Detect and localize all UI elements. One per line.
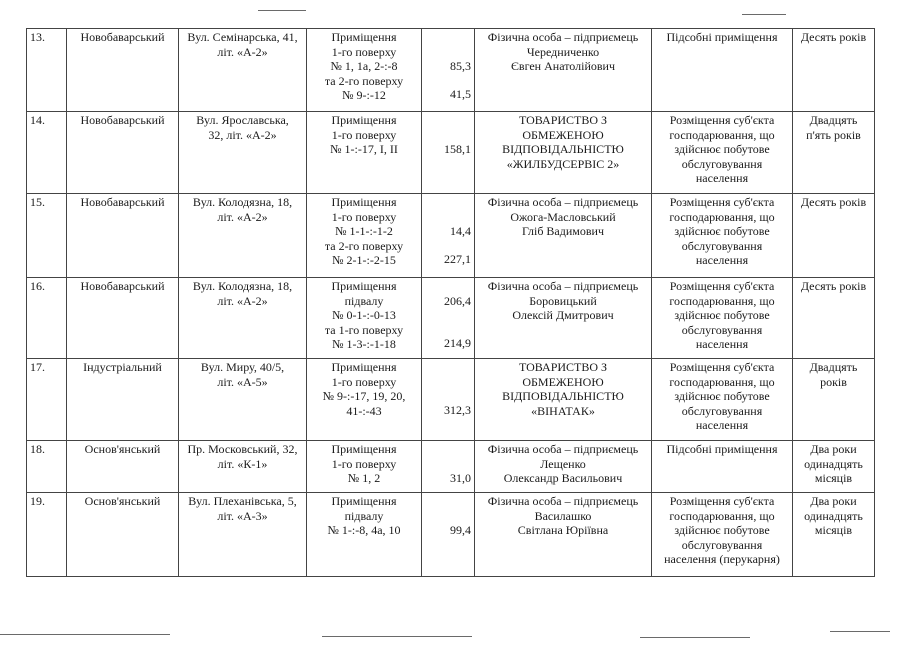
area-value: 85,3 xyxy=(450,59,471,73)
tenant-cell-line: ОБМЕЖЕНОЮ xyxy=(522,374,604,389)
address-cell-line: Вул. Колодязна, 18, xyxy=(192,195,293,209)
area-value: 214,9 xyxy=(444,336,471,350)
purpose-cell-line: Підсобні приміщення xyxy=(666,30,778,44)
term-cell xyxy=(793,29,875,112)
tenant-cell-line: «ВІНАТАК» xyxy=(531,403,595,418)
address-cell-line: Вул. Ярославська, xyxy=(196,113,289,127)
premises-cell-line: № 2-1-:-2-15 xyxy=(332,253,396,267)
premises-cell-line: № 1-:-17, I, II xyxy=(330,142,398,156)
premises-cell-line: № 1-1-:-1-2 xyxy=(335,224,393,238)
premises-cell-line: Приміщення xyxy=(331,113,397,127)
table-row xyxy=(27,493,875,577)
address-cell-line: Вул. Семінарська, 41, xyxy=(187,30,298,44)
premises-cell-line: Приміщення xyxy=(331,195,397,209)
lease-registry-table xyxy=(26,28,875,577)
row-number: 14. xyxy=(27,112,67,194)
tenant-cell xyxy=(475,493,652,577)
address-cell-line: літ. «А-2» xyxy=(217,293,268,308)
address-cell xyxy=(179,29,307,112)
tenant-cell-line: Євген Анатолійович xyxy=(511,59,615,73)
premises-cell-line: Приміщення xyxy=(331,442,397,456)
term-cell-line: Десять років xyxy=(800,195,867,209)
address-cell-line: Пр. Московський, 32, xyxy=(187,442,298,456)
scan-line-bottom-left xyxy=(0,634,170,635)
term-cell xyxy=(793,441,875,493)
area-cell xyxy=(422,112,475,194)
address-cell xyxy=(179,493,307,577)
term-cell-line: років xyxy=(820,374,847,389)
row-number: 13. xyxy=(27,29,67,112)
table-row xyxy=(27,194,875,278)
purpose-cell xyxy=(652,278,793,359)
term-cell xyxy=(793,278,875,359)
district-cell: Індустріальний xyxy=(67,359,179,441)
tenant-cell-line: Василашко xyxy=(534,508,592,523)
table-row xyxy=(27,359,875,441)
address-cell-line: Вул. Колодязна, 18, xyxy=(192,279,293,293)
premises-cell-line: підвалу xyxy=(344,508,384,523)
purpose-cell-line: обслуговування xyxy=(681,156,763,171)
term-cell-line: Двадцять xyxy=(809,113,858,127)
area-cell xyxy=(422,29,475,112)
term-cell-line: Два роки xyxy=(810,442,857,456)
premises-cell-line: № 1, 1а, 2-:-8 xyxy=(330,59,398,73)
purpose-cell-line: господарювання, що xyxy=(669,293,775,308)
tenant-cell-line: ТОВАРИСТВО З xyxy=(518,360,608,374)
tenant-cell-line: Фізична особа – підприємець xyxy=(487,494,639,508)
purpose-cell xyxy=(652,112,793,194)
purpose-cell-line: населення xyxy=(695,171,749,185)
term-cell-line: Десять років xyxy=(800,30,867,44)
premises-cell-line: 1-го поверху xyxy=(331,127,397,142)
purpose-cell-line: Розміщення суб'єкта xyxy=(669,195,775,209)
premises-cell-line: 1-го поверху xyxy=(331,456,397,471)
purpose-cell-line: Розміщення суб'єкта xyxy=(669,279,775,293)
scan-line-bottom-far-right xyxy=(830,631,890,632)
premises-cell-line: № 1-3-:-1-18 xyxy=(332,337,396,351)
premises-cell-line: № 9-:-17, 19, 20, xyxy=(322,389,406,403)
purpose-cell-line: населення (перукарня) xyxy=(664,552,780,566)
tenant-cell-line: Боровицький xyxy=(529,293,597,308)
tenant-cell xyxy=(475,194,652,278)
purpose-cell-line: здійснює побутове xyxy=(674,308,770,322)
premises-cell-line: № 1-:-8, 4а, 10 xyxy=(327,523,401,537)
premises-cell-line: 1-го поверху xyxy=(331,374,397,389)
premises-cell-line: № 1, 2 xyxy=(347,471,381,485)
term-cell-line: Десять років xyxy=(800,279,867,293)
address-cell-line: літ. «А-5» xyxy=(217,374,268,389)
premises-cell-line: 1-го поверху xyxy=(331,44,397,59)
premises-cell-line: Приміщення xyxy=(331,360,397,374)
district-cell: Основ'янський xyxy=(67,441,179,493)
address-cell xyxy=(179,441,307,493)
purpose-cell-line: здійснює побутове xyxy=(674,389,770,403)
tenant-cell xyxy=(475,441,652,493)
purpose-cell xyxy=(652,493,793,577)
term-cell xyxy=(793,112,875,194)
tenant-cell xyxy=(475,359,652,441)
area-cell xyxy=(422,194,475,278)
purpose-cell xyxy=(652,359,793,441)
row-number: 15. xyxy=(27,194,67,278)
term-cell xyxy=(793,359,875,441)
tenant-cell-line: Світлана Юріївна xyxy=(517,523,609,537)
tenant-cell-line: Лещенко xyxy=(540,456,586,471)
address-cell-line: літ. «К-1» xyxy=(217,456,268,471)
district-cell: Новобаварський xyxy=(67,194,179,278)
purpose-cell-line: Підсобні приміщення xyxy=(666,442,778,456)
premises-cell-line: № 9-:-12 xyxy=(342,88,386,102)
purpose-cell-line: населення xyxy=(695,337,749,351)
tenant-cell-line: ВІДПОВІДАЛЬНІСТЮ xyxy=(502,142,624,156)
tenant-cell-line: ОБМЕЖЕНОЮ xyxy=(522,127,604,142)
table-row xyxy=(27,278,875,359)
premises-cell-line: та 2-го поверху xyxy=(324,238,404,253)
row-number: 16. xyxy=(27,278,67,359)
premises-cell-line: Приміщення xyxy=(331,30,397,44)
tenant-cell-line: «ЖИЛБУДСЕРВІС 2» xyxy=(506,156,620,171)
premises-cell xyxy=(307,112,422,194)
premises-cell-line: № 0-1-:-0-13 xyxy=(332,308,396,322)
premises-cell xyxy=(307,493,422,577)
area-value: 14,4 xyxy=(450,224,471,238)
term-cell-line: Два роки xyxy=(810,494,857,508)
scan-line-top xyxy=(258,10,306,11)
premises-cell xyxy=(307,278,422,359)
scan-line-top-right xyxy=(742,14,786,15)
address-cell xyxy=(179,359,307,441)
table-row xyxy=(27,441,875,493)
tenant-cell-line: ВІДПОВІДАЛЬНІСТЮ xyxy=(502,389,624,403)
premises-cell xyxy=(307,194,422,278)
tenant-cell-line: Фізична особа – підприємець xyxy=(487,442,639,456)
purpose-cell-line: обслуговування xyxy=(681,322,763,337)
purpose-cell-line: обслуговування xyxy=(681,537,763,552)
purpose-cell-line: господарювання, що xyxy=(669,508,775,523)
purpose-cell-line: господарювання, що xyxy=(669,127,775,142)
purpose-cell-line: Розміщення суб'єкта xyxy=(669,360,775,374)
premises-cell-line: Приміщення xyxy=(331,279,397,293)
purpose-cell-line: Розміщення суб'єкта xyxy=(669,113,775,127)
purpose-cell-line: здійснює побутове xyxy=(674,224,770,238)
area-value: 31,0 xyxy=(450,471,471,485)
purpose-cell-line: здійснює побутове xyxy=(674,523,770,537)
table-row xyxy=(27,29,875,112)
area-cell xyxy=(422,493,475,577)
purpose-cell-line: Розміщення суб'єкта xyxy=(669,494,775,508)
area-value: 99,4 xyxy=(450,523,471,537)
tenant-cell-line: ТОВАРИСТВО З xyxy=(518,113,608,127)
term-cell-line: одинадцять xyxy=(804,508,863,523)
purpose-cell-line: здійснює побутове xyxy=(674,142,770,156)
address-cell-line: літ. «А-2» xyxy=(217,209,268,224)
address-cell-line: Вул. Миру, 40/5, xyxy=(200,360,285,374)
table-row xyxy=(27,112,875,194)
tenant-cell-line: Фізична особа – підприємець xyxy=(487,195,639,209)
tenant-cell xyxy=(475,278,652,359)
district-cell: Новобаварський xyxy=(67,278,179,359)
premises-cell xyxy=(307,359,422,441)
district-cell: Основ'янський xyxy=(67,493,179,577)
address-cell xyxy=(179,194,307,278)
tenant-cell-line: Ожога-Масловський xyxy=(510,209,616,224)
row-number: 18. xyxy=(27,441,67,493)
term-cell xyxy=(793,194,875,278)
area-value: 312,3 xyxy=(444,403,471,417)
address-cell xyxy=(179,112,307,194)
tenant-cell-line: Чередниченко xyxy=(526,44,600,59)
row-number: 19. xyxy=(27,493,67,577)
area-cell xyxy=(422,359,475,441)
area-value: 158,1 xyxy=(444,142,471,156)
term-cell-line: п'ять років xyxy=(806,127,861,142)
purpose-cell xyxy=(652,29,793,112)
tenant-cell xyxy=(475,29,652,112)
area-value: 227,1 xyxy=(444,252,471,266)
tenant-cell-line: Гліб Вадимович xyxy=(521,224,605,238)
tenant-cell-line: Олексій Дмитрович xyxy=(512,308,614,322)
purpose-cell-line: господарювання, що xyxy=(669,209,775,224)
scan-line-bottom-mid xyxy=(322,636,472,637)
table-body xyxy=(27,29,875,577)
district-cell: Новобаварський xyxy=(67,29,179,112)
premises-cell xyxy=(307,29,422,112)
term-cell-line: Двадцять xyxy=(809,360,858,374)
area-cell xyxy=(422,441,475,493)
tenant-cell-line: Фізична особа – підприємець xyxy=(487,279,639,293)
scan-line-bottom-right xyxy=(640,637,750,638)
premises-cell-line: 41-:-43 xyxy=(346,403,382,418)
premises-cell-line: Приміщення xyxy=(331,494,397,508)
premises-cell xyxy=(307,441,422,493)
premises-cell-line: 1-го поверху xyxy=(331,209,397,224)
address-cell-line: літ. «А-3» xyxy=(217,508,268,523)
area-cell xyxy=(422,278,475,359)
district-cell: Новобаварський xyxy=(67,112,179,194)
purpose-cell-line: обслуговування xyxy=(681,238,763,253)
purpose-cell-line: населення xyxy=(695,253,749,267)
term-cell-line: місяців xyxy=(814,471,853,485)
premises-cell-line: та 2-го поверху xyxy=(324,73,404,88)
tenant-cell xyxy=(475,112,652,194)
premises-cell-line: підвалу xyxy=(344,293,384,308)
address-cell-line: 32, літ. «А-2» xyxy=(208,127,277,142)
term-cell xyxy=(793,493,875,577)
tenant-cell-line: Олександр Васильович xyxy=(503,471,623,485)
address-cell-line: літ. «А-2» xyxy=(217,44,268,59)
term-cell-line: місяців xyxy=(814,523,853,537)
row-number: 17. xyxy=(27,359,67,441)
purpose-cell-line: обслуговування xyxy=(681,403,763,418)
address-cell-line: Вул. Плеханівська, 5, xyxy=(188,494,297,508)
area-value: 41,5 xyxy=(450,87,471,101)
premises-cell-line: та 1-го поверху xyxy=(324,322,404,337)
tenant-cell-line: Фізична особа – підприємець xyxy=(487,30,639,44)
purpose-cell-line: господарювання, що xyxy=(669,374,775,389)
area-value: 206,4 xyxy=(444,294,471,308)
purpose-cell-line: населення xyxy=(695,418,749,432)
address-cell xyxy=(179,278,307,359)
purpose-cell xyxy=(652,194,793,278)
term-cell-line: одинадцять xyxy=(804,456,863,471)
purpose-cell xyxy=(652,441,793,493)
